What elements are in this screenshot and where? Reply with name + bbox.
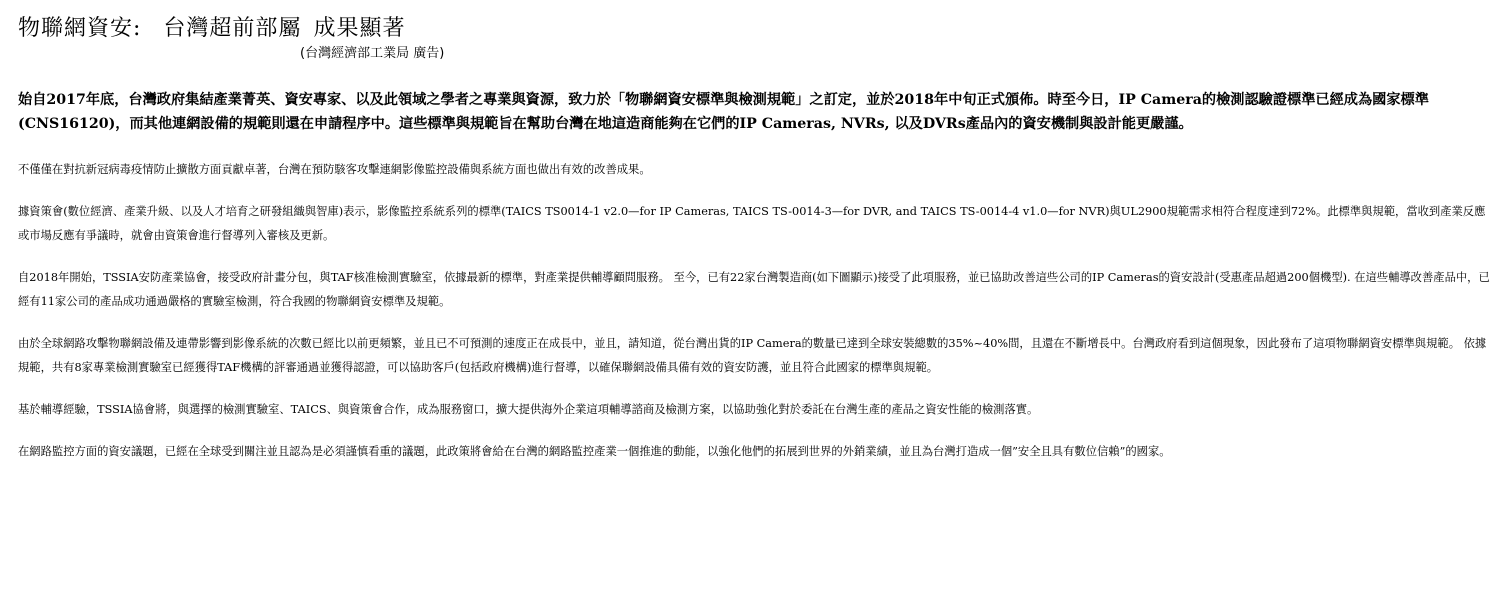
- article-title: [18, 12, 1490, 46]
- body-paragraph-4: 由於全球網路攻擊物聯網設備及連帶影響到影像系統的次數已經比以前更頻繁，並且已不可預測的速度正在成長中，並且，請知道，從台灣出貨的IP Camera的數量已達到全球安裝總數的35%~40%間，且還在不斷增長中。台灣政府看到這個現象，因此發布了這項物聯網資安標準與規範。 依據規範，共有8家專業檢測實驗室已經獲得TAF機構的評審通過並獲得認證，可以協助客戶(包括政府機構)進行督導，以確保聯網設備具備有效的資安防護，並且符合此國家的標準與規範。: [18, 337, 1487, 374]
- body-paragraph-6: 在網路監控方面的資安議題，已經在全球受到關注並且認為是必須謹慎看重的議題，此政策將會給在台灣的網路監控產業一個推進的動能，以強化他們的拓展到世界的外銷業績，並且為台灣打造成一個”安全且具有數位信賴”的國家。: [18, 445, 1171, 458]
- title-part-a: 物聯網資安:: [18, 16, 142, 41]
- body-paragraph-2: 據資策會(數位經濟、產業升級、以及人才培育之研發組織與智庫)表示，影像監控系統系列的標準(TAICS TS0014-1 v2.0—for IP Cameras, TAICS TS-0014-3—for DVR, and TAICS TS-0014-4 v1.0—for NVR)與UL2900規範需求相符合程度達到72%。此標準與規範，當收到產業反應或市場反應有爭議時，就會由資策會進行督導列入審核及更新。: [18, 205, 1486, 242]
- title-part-c: 成果顯著: [313, 16, 406, 41]
- title-part-b: 台灣超前部屬: [163, 16, 302, 41]
- ad-note: (台灣經濟部工業局 廣告): [300, 46, 445, 61]
- body-paragraph-3: 自2018年開始，TSSIA安防產業協會，接受政府計畫分包，與TAF核准檢測實驗室，依據最新的標準，對產業提供輔導顧問服務。 至今，已有22家台灣製造商(如下圖顯示)接受了此項服務，並已協助改善這些公司的IP Cameras的資安設計(受惠產品超過200個機型). 在這些輔導改善產品中，已經有11家公司的產品成功通過嚴格的實驗室檢測，符合我國的物聯網資安標準及規範。: [18, 271, 1490, 308]
- body-paragraph-1: 不僅僅在對抗新冠病毒疫情防止擴散方面貢獻卓著，台灣在預防駭客攻擊連網影像監控設備與系統方面也做出有效的改善成果。: [18, 163, 651, 176]
- article: [18, 12, 1490, 464]
- lead-paragraph: 始自2017年底，台灣政府集結產業菁英、資安專家、以及此領域之學者之專業與資源，致力於「物聯網資安標準與檢測規範」之訂定，並於2018年中旬正式頒佈。時至今日，IP Camera的檢測認驗證標準已經成為國家標準(CNS16120)，而其他連網設備的規範則還在申請程序中。這些標準與規範旨在幫助台灣在地這造商能夠在它們的IP Cameras, NVRs, 以及DVRs產品內的資安機制與設計能更嚴謹。: [18, 92, 1429, 132]
- body-paragraph-5: 基於輔導經驗，TSSIA協會將，與選擇的檢測實驗室、TAICS、與資策會合作，成為服務窗口，擴大提供海外企業這項輔導諮商及檢測方案，以協助強化對於委託在台灣生產的產品之資安性能的檢測落實。: [18, 403, 1039, 416]
- title-block: [18, 12, 1490, 74]
